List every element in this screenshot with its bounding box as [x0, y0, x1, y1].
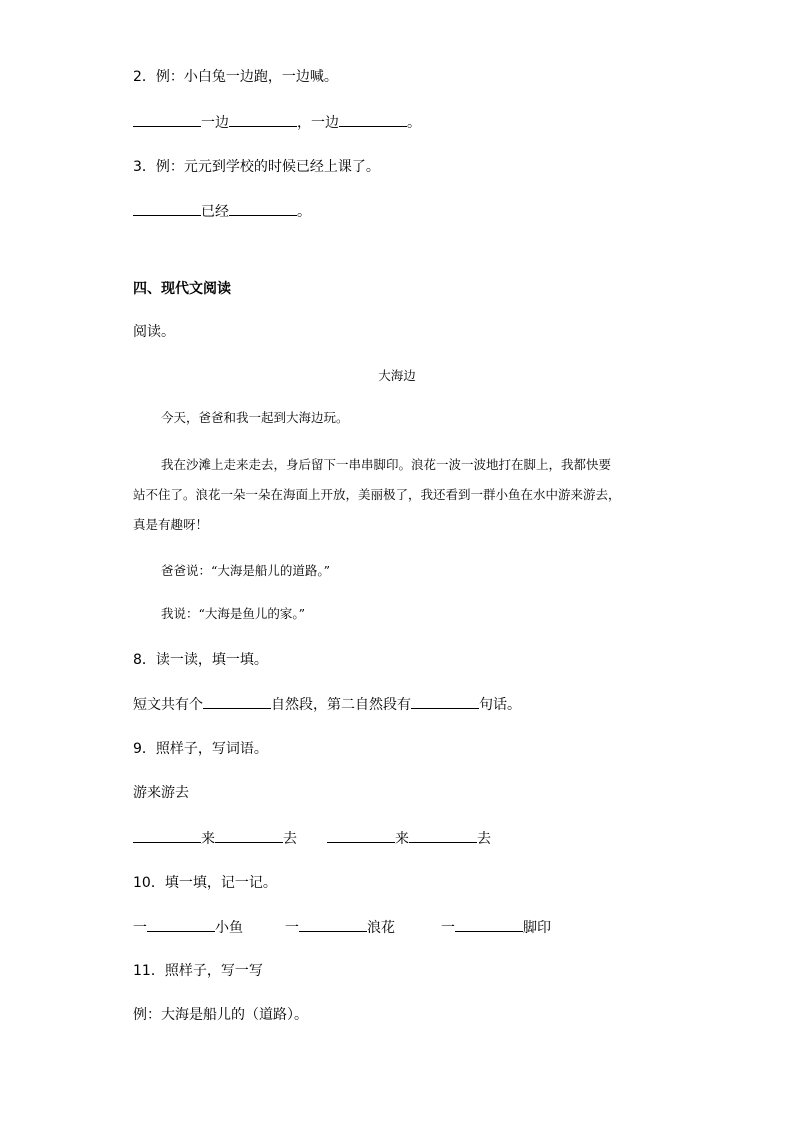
answer-blank[interactable]: [215, 828, 283, 843]
answer-blank[interactable]: [455, 917, 523, 932]
fill-word: 去: [283, 831, 297, 847]
answer-blank[interactable]: [229, 112, 297, 127]
passage-paragraph-2-line-1: 我在沙滩上走来走去，身后留下一串串脚印。浪花一波一波地打在脚上，我都快要: [161, 457, 612, 472]
answer-blank[interactable]: [299, 917, 367, 932]
question-8-fill-line: [133, 694, 521, 715]
passage-title: 大海边: [378, 368, 416, 383]
fill-word: 脚印: [523, 920, 551, 936]
passage-paragraph-4: 我说：“大海是鱼儿的家。”: [161, 606, 306, 621]
fill-word: 短文共有个: [133, 697, 203, 713]
question-11-example: 例：大海是船儿的（道路）。: [133, 1007, 308, 1023]
question-10-prompt: 10．填一填，记一记。: [133, 875, 277, 891]
fill-word: 来: [201, 831, 215, 847]
passage-paragraph-1: 今天，爸爸和我一起到大海边玩。: [161, 410, 349, 425]
question-10-fill-line: [133, 917, 551, 938]
question-11-prompt: 11．照样子，写一写: [133, 963, 263, 979]
fill-word: 一: [133, 920, 147, 936]
answer-blank[interactable]: [147, 917, 215, 932]
fill-word: 去: [477, 831, 491, 847]
answer-blank[interactable]: [133, 112, 201, 127]
fill-word: 浪花: [367, 920, 395, 936]
fill-word: 句话。: [479, 697, 521, 713]
answer-blank[interactable]: [411, 694, 479, 709]
answer-blank[interactable]: [327, 828, 395, 843]
fill-word: ，一边: [297, 115, 339, 131]
fill-word: 一: [285, 920, 299, 936]
answer-blank[interactable]: [409, 828, 477, 843]
answer-blank[interactable]: [203, 694, 271, 709]
section-heading: 四、现代文阅读: [133, 281, 231, 297]
passage-paragraph-2-line-3: 真是有趣呀！: [133, 517, 209, 532]
question-3-prompt: 3．例：元元到学校的时候已经上课了。: [133, 159, 380, 175]
answer-blank[interactable]: [133, 201, 201, 216]
fill-word: 小鱼: [215, 920, 243, 936]
question-8-prompt: 8．读一读，填一填。: [133, 652, 268, 668]
passage-paragraph-2-line-2: 站不住了。浪花一朵一朵在海面上开放，美丽极了，我还看到一群小鱼在水中游来游去，: [133, 487, 621, 502]
fill-word: 来: [395, 831, 409, 847]
fill-word: 。: [407, 115, 421, 131]
question-3-fill-line: [133, 201, 311, 222]
fill-word: 已经: [201, 204, 229, 220]
answer-blank[interactable]: [229, 201, 297, 216]
question-9-example: 游来游去: [133, 785, 189, 801]
fill-word: 一边: [201, 115, 229, 131]
passage-paragraph-3: 爸爸说：“大海是船儿的道路。”: [161, 563, 331, 578]
fill-word: 一: [441, 920, 455, 936]
answer-blank[interactable]: [339, 112, 407, 127]
answer-blank[interactable]: [133, 828, 201, 843]
section-instruction: 阅读。: [133, 324, 175, 340]
question-2-fill-line: [133, 112, 421, 133]
fill-word: 自然段，第二自然段有: [271, 697, 411, 713]
question-9-prompt: 9．照样子，写词语。: [133, 741, 268, 757]
question-9-fill-line: [133, 828, 491, 849]
fill-word: 。: [297, 204, 311, 220]
question-2-prompt: 2．例：小白兔一边跑，一边喊。: [133, 69, 338, 85]
